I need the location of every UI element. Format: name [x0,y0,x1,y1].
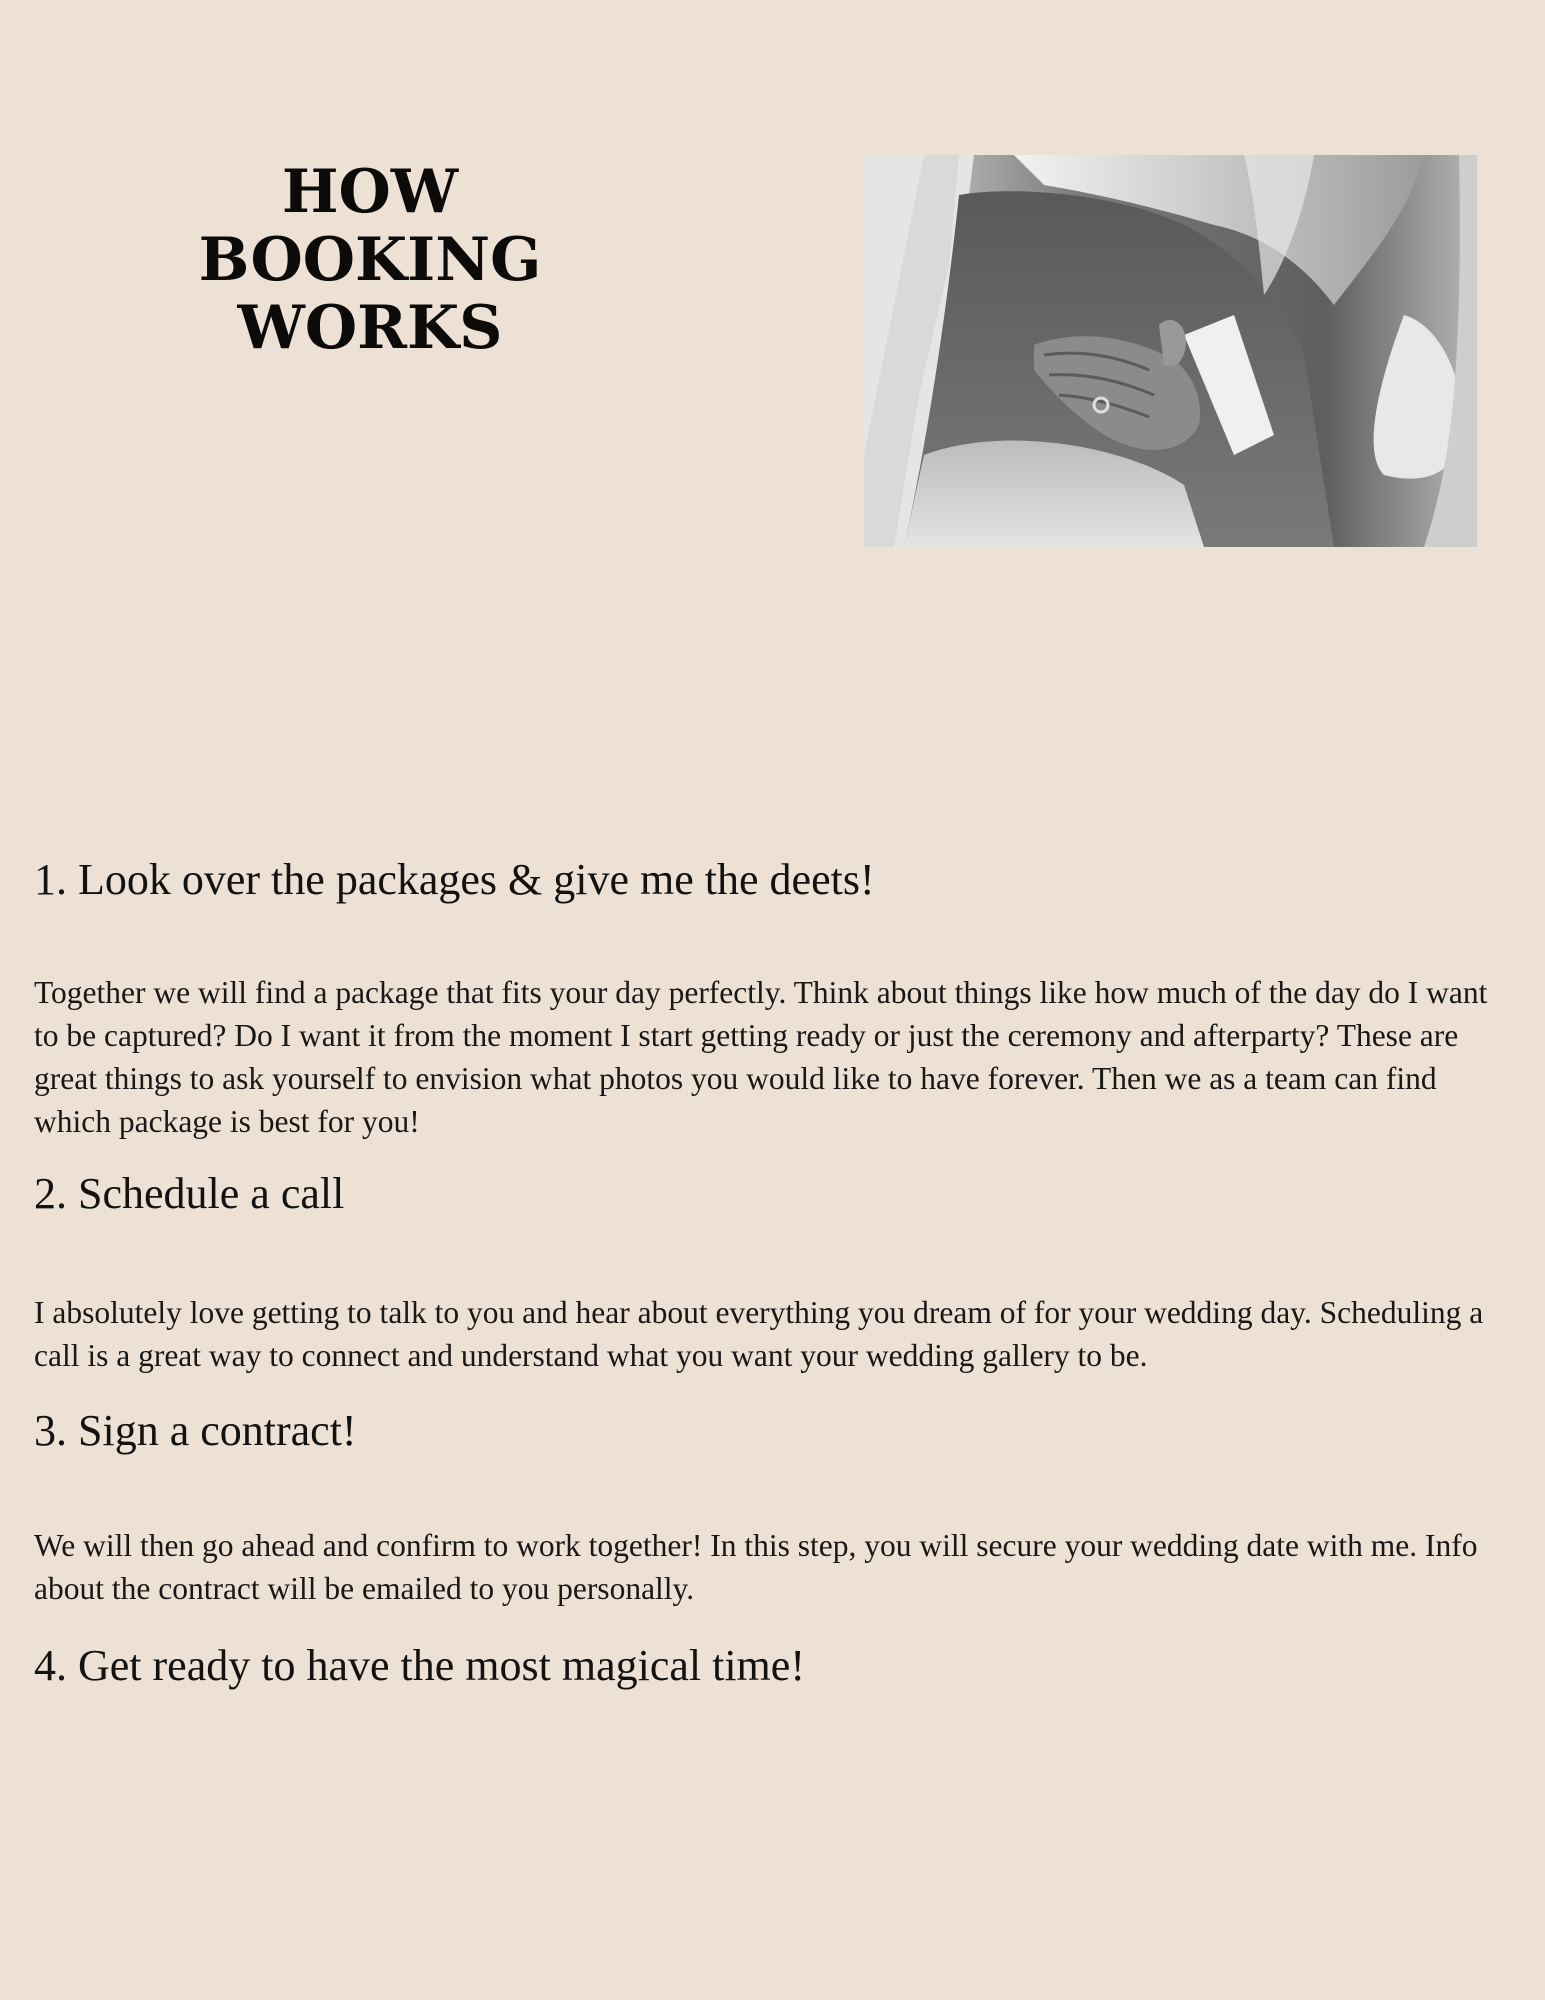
page-title: HOW BOOKING WORKS [198,157,542,363]
couple-embrace-photo [864,155,1477,547]
step-3-body: We will then go ahead and confirm to work together! In this step, you will secure your wedding date with me. Info about the contract will be emailed to you personally. [34,1528,1478,1606]
step-4-heading: 4. Get ready to have the most magical time! [34,1641,805,1690]
step-3-heading: 3. Sign a contract! [34,1406,357,1455]
step-2-heading: 2. Schedule a call [34,1169,345,1218]
booking-steps [34,850,1514,1696]
step-1-body: Together we will find a package that fits your day perfectly. Think about things like how much of the day do I want to be captured? Do I want it from the moment I start getting ready or just the ceremony and afterparty? These are great things to ask yourself to envision what photos you would like to have forever. Then we as a team can find which package is best for you! [34,975,1488,1139]
step-1-heading: 1. Look over the packages & give me the deets! [34,855,875,904]
step-2-body: I absolutely love getting to talk to you and hear about everything you dream of for your wedding day. Scheduling a call is a great way to connect and understand what you want your wedding gallery to be. [34,1295,1484,1373]
